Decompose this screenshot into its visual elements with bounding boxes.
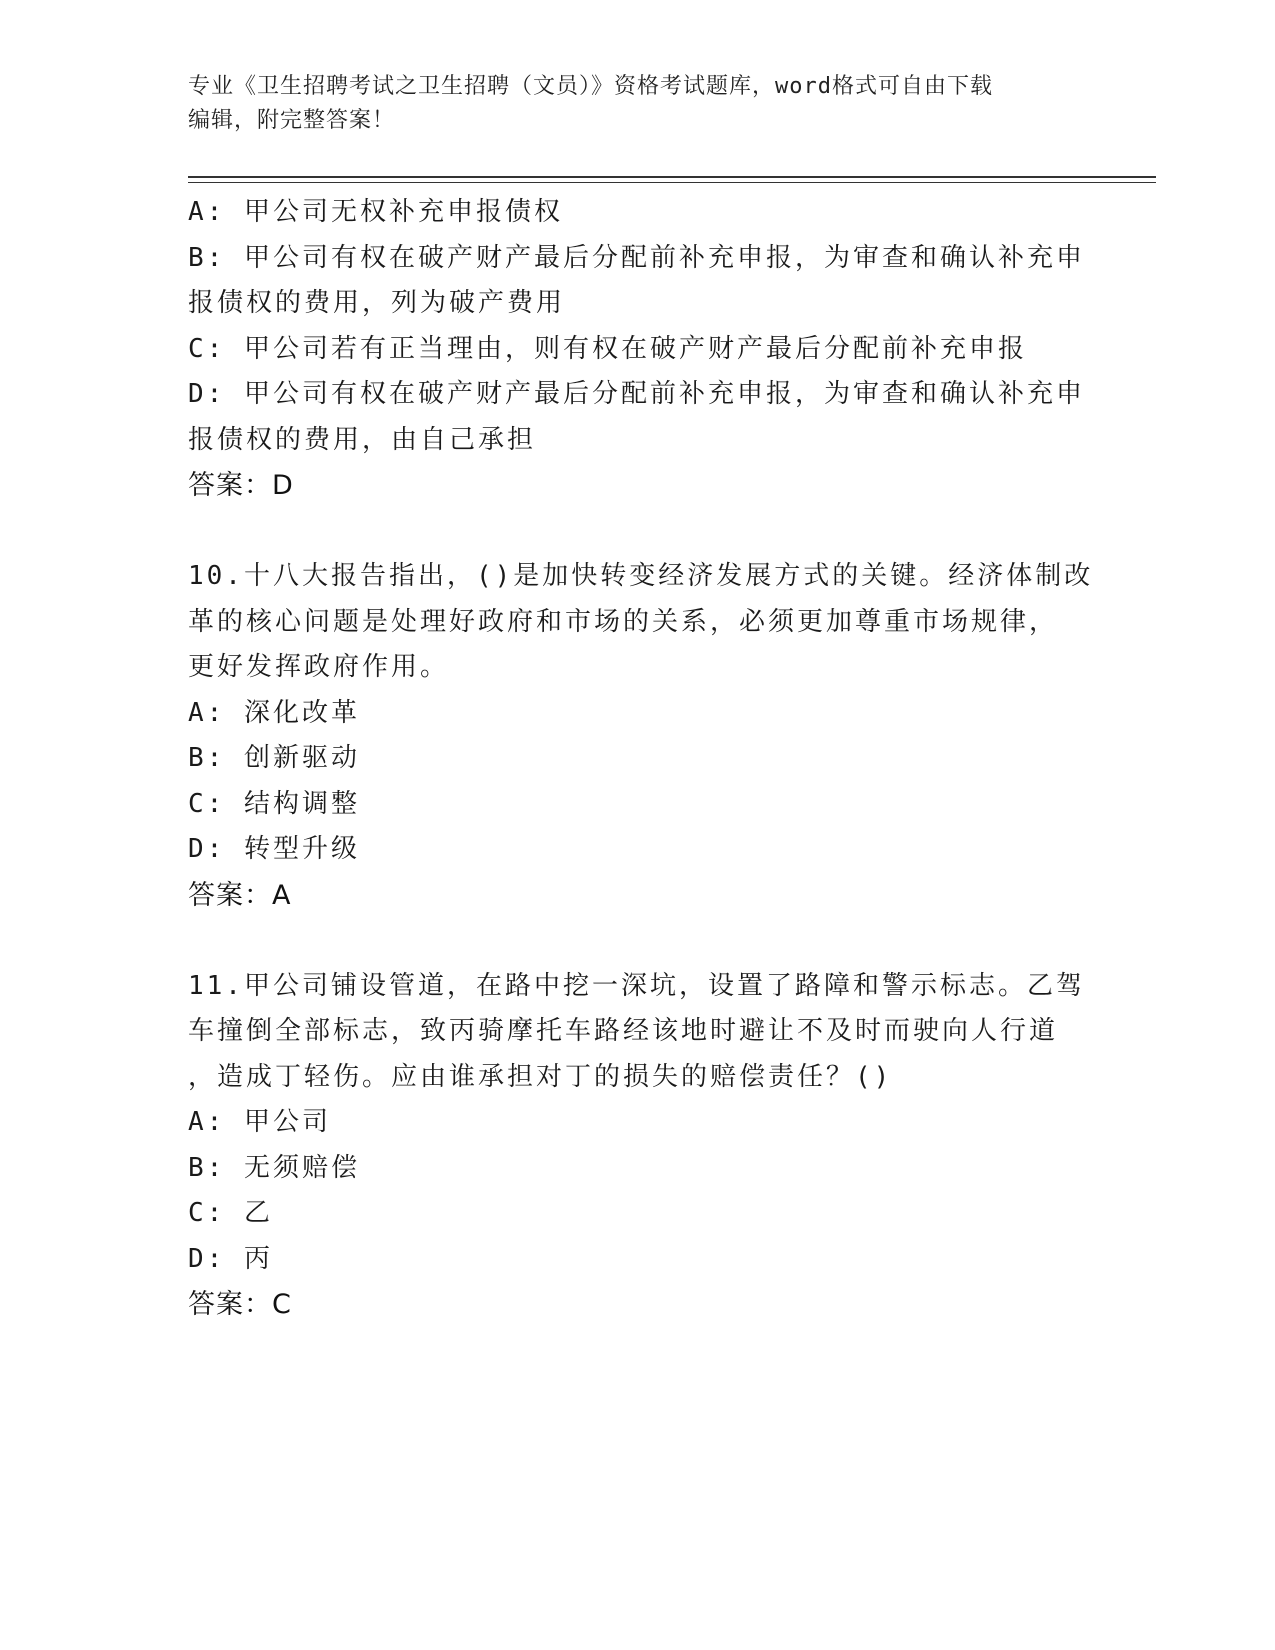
option-c: C: 乙 — [188, 1198, 273, 1228]
option-a: A: 甲公司 — [188, 1107, 331, 1137]
option-b: B: 创新驱动 — [188, 743, 360, 773]
question-10 — [188, 554, 1094, 918]
question-stem-line-3: 更好发挥政府作用。 — [188, 652, 450, 682]
document-header — [188, 70, 1088, 138]
header-divider-thick — [188, 176, 1156, 178]
question-stem-line-1: 10.十八大报告指出，()是加快转变经济发展方式的关键。经济体制改 — [188, 561, 1094, 591]
spacer — [188, 509, 1088, 555]
answer: 答案：C — [188, 1289, 292, 1320]
option-b-line-2: 报债权的费用，列为破产费用 — [188, 288, 566, 318]
spacer — [188, 918, 1088, 964]
answer: 答案：A — [188, 879, 292, 911]
header-line-1: 专业《卫生招聘考试之卫生招聘（文员）》资格考试题库，word格式可自由下载 — [188, 74, 993, 99]
option-a: A: 甲公司无权补充申报债权 — [188, 197, 563, 227]
question-stem-line-1: 11.甲公司铺设管道，在路中挖一深坑，设置了路障和警示标志。乙驾 — [188, 970, 1085, 1001]
question-11 — [188, 964, 1088, 1328]
question-stem-line-3: ，造成丁轻伤。应由谁承担对丁的损失的赔偿责任？() — [188, 1061, 893, 1092]
option-b: B: 无须赔偿 — [188, 1152, 360, 1183]
answer: 答案：D — [188, 470, 294, 501]
question-list — [188, 190, 1094, 1328]
question-9 — [188, 190, 1088, 509]
option-c: C: 结构调整 — [188, 788, 360, 819]
question-stem-line-2: 革的核心问题是处理好政府和市场的关系，必须更加尊重市场规律， — [188, 606, 1059, 637]
option-d: D: 丙 — [188, 1243, 273, 1274]
option-d-line-2: 报债权的费用，由自己承担 — [188, 424, 537, 455]
option-d: D: 转型升级 — [188, 834, 360, 864]
option-b-line-1: B: 甲公司有权在破产财产最后分配前补充申报，为审查和确认补充申 — [188, 242, 1085, 273]
question-stem-line-2: 车撞倒全部标志，致丙骑摩托车路经该地时避让不及时而驶向人行道 — [188, 1016, 1059, 1046]
header-line-2: 编辑，附完整答案！ — [188, 108, 396, 133]
option-d-line-1: D: 甲公司有权在破产财产最后分配前补充申报，为审查和确认补充申 — [188, 379, 1085, 409]
option-c: C: 甲公司若有正当理由，则有权在破产财产最后分配前补充申报 — [188, 333, 1027, 364]
header-divider-thin — [188, 182, 1156, 183]
option-a: A: 深化改革 — [188, 697, 360, 728]
